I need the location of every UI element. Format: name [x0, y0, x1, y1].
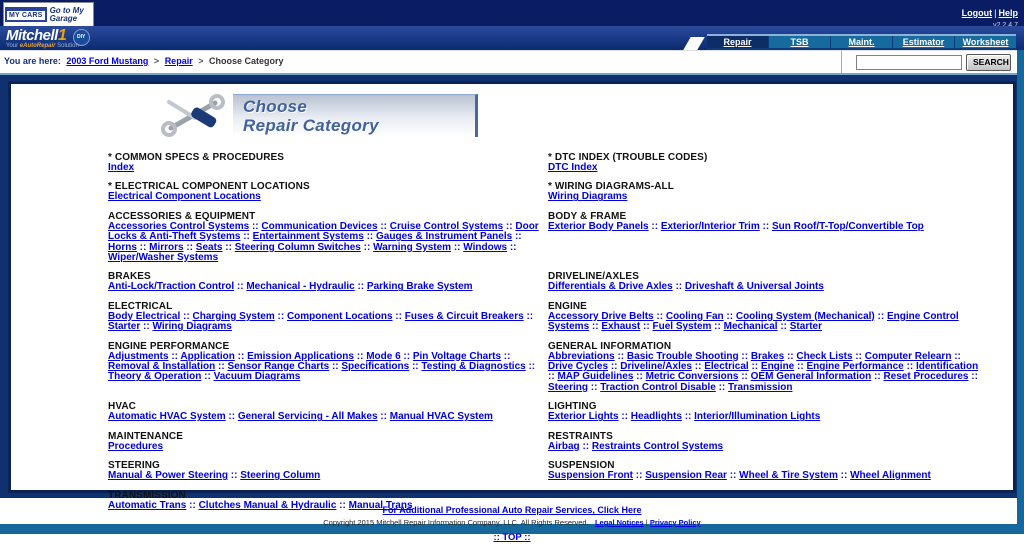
link-separator: ::: [777, 321, 790, 333]
link-separator: ::: [653, 310, 666, 322]
category-link[interactable]: Mechanical: [723, 321, 778, 333]
page-title-banner: [161, 92, 1013, 138]
category-link[interactable]: Driveshaft & Universal Joints: [684, 281, 824, 293]
breadcrumb: [4, 56, 284, 66]
category-link[interactable]: Sun Roof/T-Top/Convertible Top: [771, 220, 924, 232]
link-separator: ::: [579, 440, 592, 452]
category-link[interactable]: Traction Control Disable: [600, 381, 716, 393]
link-separator: ::: [640, 321, 653, 333]
category-link[interactable]: Basic Trouble Shooting: [626, 350, 739, 362]
link-separator: ::: [525, 361, 536, 373]
link-separator: ::: [648, 220, 661, 232]
category-section: [108, 431, 548, 452]
category-link[interactable]: Seats: [195, 241, 223, 253]
link-separator: ::: [507, 241, 517, 253]
category-heading: BODY & FRAME: [548, 210, 627, 222]
category-heading: HVAC: [108, 401, 136, 413]
category-link[interactable]: Differentials & Drive Axles: [548, 281, 673, 293]
category-link[interactable]: Emission Applications: [247, 350, 354, 362]
link-separator: ::: [451, 241, 464, 253]
tab-estimator[interactable]: Estimator: [893, 36, 954, 48]
category-section: [108, 301, 548, 333]
page-title-line2: Repair Category: [243, 115, 379, 135]
category-link[interactable]: Charging System: [192, 310, 275, 322]
category-link[interactable]: Interior/Illumination Lights: [694, 411, 821, 423]
category-heading: GENERAL INFORMATION: [548, 340, 672, 352]
category-link[interactable]: Mechanical - Hydraulic: [246, 281, 355, 293]
category-link[interactable]: Automatic Trans: [108, 499, 187, 511]
category-link[interactable]: Transmission: [728, 381, 793, 393]
brand-name: Mitchell: [6, 27, 58, 44]
category-link[interactable]: Cooling System (Mechanical): [735, 310, 875, 322]
category-link[interactable]: Pin Voltage Charts: [412, 350, 502, 362]
category-link[interactable]: Headlights: [630, 411, 682, 423]
category-heading: MAINTENANCE: [108, 430, 183, 442]
link-separator: ::: [871, 371, 884, 383]
category-heading: BRAKES: [108, 271, 151, 283]
category-section: [548, 271, 995, 292]
link-separator: ::: [589, 321, 602, 333]
category-section: [548, 211, 995, 264]
category-link[interactable]: Steering Column Switches: [234, 241, 361, 253]
category-link[interactable]: General Servicing - All Makes: [237, 411, 378, 423]
category-grid: [108, 152, 995, 511]
link-separator: ::: [614, 350, 627, 362]
category-heading: ENGINE: [548, 300, 587, 312]
link-separator: ::: [377, 220, 390, 232]
category-section: [548, 431, 995, 452]
category-section: [548, 301, 995, 333]
back-to-top-link[interactable]: :: TOP ::: [493, 532, 531, 543]
category-link[interactable]: Theory & Operation: [108, 371, 202, 383]
link-separator: ::: [136, 241, 150, 253]
category-heading: TRANSMISSION: [108, 489, 186, 501]
link-separator: ::: [588, 381, 601, 393]
category-section: [108, 460, 548, 481]
crossed-tools-icon: [161, 94, 225, 136]
link-separator: ::: [240, 231, 253, 243]
logout-link[interactable]: Logout: [961, 8, 993, 18]
category-section: [108, 181, 548, 202]
link-separator: ::: [336, 499, 349, 511]
category-heading: * ELECTRICAL COMPONENT LOCATIONS: [108, 181, 310, 193]
category-section: [548, 341, 995, 394]
link-divider: |: [994, 8, 997, 18]
link-separator: ::: [672, 281, 685, 293]
category-heading: ACCESSORIES & EQUIPMENT: [108, 210, 256, 222]
search-panel: [841, 51, 1014, 73]
tab-slash-decoration: [683, 37, 705, 50]
category-link[interactable]: OEM General Information: [750, 371, 872, 383]
category-section: [548, 181, 995, 202]
category-heading: DRIVELINE/AXLES: [548, 271, 639, 283]
category-link[interactable]: Removal & Installation: [108, 361, 216, 373]
link-separator: ::: [228, 470, 241, 482]
category-heading: RESTRAINTS: [548, 430, 613, 442]
breadcrumb-vehicle-link[interactable]: 2003 Ford Mustang: [66, 56, 149, 66]
category-link[interactable]: Electrical: [704, 361, 749, 373]
link-separator: ::: [523, 310, 534, 322]
category-section: [108, 211, 548, 264]
category-link[interactable]: Manual HVAC System: [389, 411, 493, 423]
category-section: [108, 271, 548, 292]
category-section: [548, 152, 995, 173]
category-link[interactable]: Clutches Manual & Hydraulic: [198, 499, 337, 511]
category-heading: LIGHTING: [548, 401, 597, 413]
link-separator: ::: [353, 350, 367, 362]
category-heading: * WIRING DIAGRAMS-ALL: [548, 181, 674, 193]
category-link[interactable]: Cooling Fan: [665, 310, 724, 322]
category-link[interactable]: Mode 6: [366, 350, 401, 362]
category-link[interactable]: Accessory Drive Belts: [548, 310, 654, 322]
link-separator: ::: [234, 350, 248, 362]
category-heading: ENGINE PERFORMANCE: [108, 340, 230, 352]
category-link[interactable]: Wheel & Tire System: [739, 470, 838, 482]
link-separator: ::: [225, 411, 238, 423]
category-heading: SUSPENSION: [548, 460, 615, 472]
category-heading: ELECTRICAL: [108, 300, 173, 312]
search-button[interactable]: SEARCH: [966, 54, 1011, 71]
category-link[interactable]: Body Electrical: [108, 310, 181, 322]
category-link[interactable]: Starter: [789, 321, 823, 333]
breadcrumb-repair-link[interactable]: Repair: [164, 56, 193, 66]
category-link[interactable]: Fuel System: [652, 321, 712, 333]
breadcrumb-row: [0, 50, 1024, 73]
help-link[interactable]: Help: [998, 8, 1018, 18]
category-link[interactable]: Horns: [108, 241, 137, 253]
category-link[interactable]: Accessories Control Systems: [108, 220, 250, 232]
tab-tsb[interactable]: TSB: [769, 36, 830, 48]
category-heading: STEERING: [108, 460, 160, 472]
link-separator: ::: [234, 281, 247, 293]
category-link[interactable]: Engine Control Systems: [548, 310, 959, 333]
link-separator: ::: [363, 231, 377, 243]
category-link[interactable]: Parking Brake System: [366, 281, 473, 293]
link-separator: ::: [215, 361, 228, 373]
category-link[interactable]: Application: [180, 350, 235, 362]
category-link[interactable]: Engine Performance: [806, 361, 904, 373]
category-link[interactable]: Door Locks & Anti-Theft Systems: [108, 220, 539, 243]
tab-maint[interactable]: Maint.: [831, 36, 892, 48]
brand-tagline: Your eAutoRepair Solution: [6, 43, 79, 49]
legal-notices-link[interactable]: Legal Notices: [594, 518, 644, 527]
link-separator: ::: [140, 321, 153, 333]
link-separator: ::: [738, 350, 751, 362]
category-link[interactable]: Fuses & Circuit Breakers: [404, 310, 524, 322]
category-link[interactable]: DTC Index: [548, 162, 598, 173]
category-link[interactable]: Driveline/Axles: [620, 361, 692, 373]
link-separator: ::: [168, 350, 181, 362]
category-link[interactable]: Starter: [108, 321, 141, 333]
link-separator: ::: [186, 499, 199, 511]
go-to-my-garage-button[interactable]: [3, 2, 94, 27]
category-link[interactable]: Exterior Lights: [548, 411, 619, 423]
link-separator: ::: [711, 321, 724, 333]
my-cars-plate-icon: MY CARS: [5, 7, 47, 22]
link-separator: ::: [715, 381, 729, 393]
category-link[interactable]: Mirrors: [149, 241, 184, 253]
category-link[interactable]: Testing & Diagnostics: [421, 361, 526, 373]
category-heading: * DTC INDEX (TROUBLE CODES): [548, 152, 708, 163]
link-separator: ::: [852, 350, 865, 362]
category-link[interactable]: Wiring Diagrams: [152, 321, 232, 333]
link-separator: ::: [874, 310, 887, 322]
mitchell1-logo: [6, 27, 90, 49]
tab-worksheet[interactable]: Worksheet: [955, 36, 1016, 48]
link-separator: ::: [903, 361, 916, 373]
tab-repair[interactable]: Repair: [707, 36, 768, 48]
link-separator: ::: [183, 241, 196, 253]
link-separator: ::: [249, 220, 262, 232]
link-separator: ::: [512, 231, 522, 243]
link-separator: ::: [354, 281, 367, 293]
category-link[interactable]: Abbreviations: [548, 350, 615, 362]
category-link[interactable]: Exterior/Interior Trim: [660, 220, 760, 232]
logo-bar: [0, 26, 1024, 50]
category-section: [108, 341, 548, 394]
category-link[interactable]: Manual & Power Steering: [108, 470, 229, 482]
link-separator: ::: [681, 411, 695, 423]
footer-promo-link[interactable]: For Additional Professional Auto Repair Services, Click Here: [382, 505, 642, 515]
category-link[interactable]: Cruise Control Systems: [389, 220, 504, 232]
category-link[interactable]: Exterior Body Panels: [548, 220, 649, 232]
category-link[interactable]: Component Locations: [286, 310, 393, 322]
link-separator: ::: [201, 371, 214, 383]
link-separator: ::: [503, 220, 516, 232]
link-separator: ::: [968, 371, 978, 383]
copyright-text: Copyright 2015 Mitchell Repair Information Company, LLC. All Rights Reserved.: [323, 518, 589, 527]
category-link[interactable]: Electrical Component Locations: [108, 191, 261, 203]
right-edge-strip: [1017, 50, 1024, 533]
brand-one: 1: [57, 27, 67, 44]
category-link[interactable]: Computer Relearn: [864, 350, 952, 362]
link-separator: ::: [723, 310, 736, 322]
category-link[interactable]: Exhaust: [601, 321, 641, 333]
privacy-policy-link[interactable]: Privacy Policy: [649, 518, 701, 527]
category-section: [548, 401, 995, 422]
category-link[interactable]: Windows: [463, 241, 508, 253]
category-link[interactable]: Automatic HVAC System: [108, 411, 226, 423]
category-link[interactable]: Wiper/Washer Systems: [108, 252, 219, 264]
link-separator: ::: [759, 220, 772, 232]
link-separator: ::: [794, 361, 807, 373]
link-separator: ::: [180, 310, 193, 322]
category-link[interactable]: Entertainment Systems: [252, 231, 364, 243]
category-link[interactable]: Drive Cycles: [548, 361, 609, 373]
breadcrumb-separator: >: [198, 56, 204, 66]
category-link[interactable]: Warning System: [373, 241, 452, 253]
link-separator: ::: [548, 371, 558, 383]
breadcrumb-prefix: You are here:: [4, 56, 61, 66]
link-separator: ::: [329, 361, 342, 373]
link-separator: ::: [409, 361, 422, 373]
link-separator: ::: [360, 241, 374, 253]
category-link[interactable]: MAP Guidelines: [557, 371, 634, 383]
category-section: [108, 401, 548, 422]
category-link[interactable]: Anti-Lock/Traction Control: [108, 281, 235, 293]
category-link[interactable]: Wheel Alignment: [850, 470, 931, 482]
category-link[interactable]: Identification: [915, 361, 979, 373]
category-link[interactable]: Communication Devices: [261, 220, 378, 232]
category-link[interactable]: Index: [108, 162, 135, 173]
diy-badge-icon: DIY: [73, 29, 90, 46]
link-separator: ::: [633, 470, 646, 482]
link-separator: ::: [400, 350, 413, 362]
link-separator: ::: [633, 371, 646, 383]
garage-button-label: Go to My Garage: [49, 5, 84, 23]
search-input[interactable]: [856, 55, 962, 70]
link-separator: ::: [691, 361, 705, 373]
category-link[interactable]: Gauges & Instrument Panels: [376, 231, 513, 243]
category-link[interactable]: Check Lists: [796, 350, 853, 362]
main-nav-tabs: [707, 34, 1016, 50]
category-link[interactable]: Steering Column: [240, 470, 321, 482]
link-separator: ::: [274, 310, 287, 322]
link-separator: ::: [748, 361, 761, 373]
category-link[interactable]: Wiring Diagrams: [548, 191, 628, 203]
link-separator: ::: [837, 470, 851, 482]
category-link[interactable]: Metric Conversions: [645, 371, 739, 383]
link-separator: ::: [784, 350, 797, 362]
link-separator: ::: [951, 350, 961, 362]
link-separator: ::: [618, 411, 631, 423]
category-link[interactable]: Vacuum Diagrams: [213, 371, 301, 383]
category-link[interactable]: Sensor Range Charts: [227, 361, 330, 373]
breadcrumb-separator: >: [153, 56, 160, 66]
category-link[interactable]: Engine: [760, 361, 795, 373]
category-link[interactable]: Adjustments: [108, 350, 169, 362]
category-link[interactable]: Suspension Rear: [645, 470, 727, 482]
link-separator: ::: [608, 361, 621, 373]
category-link[interactable]: Restraints Control Systems: [591, 440, 724, 452]
category-link[interactable]: Specifications: [341, 361, 410, 373]
category-section: [108, 152, 548, 173]
link-separator: ::: [377, 411, 390, 423]
top-bar: [0, 0, 1024, 26]
link-separator: ::: [222, 241, 235, 253]
link-separator: ::: [501, 350, 511, 362]
footer-divider: |: [645, 518, 648, 527]
link-separator: ::: [392, 310, 405, 322]
category-link[interactable]: Brakes: [750, 350, 785, 362]
category-link[interactable]: Steering: [548, 381, 589, 393]
page-title-line1: Choose: [243, 96, 308, 116]
breadcrumb-current: Choose Category: [209, 56, 284, 66]
category-section: [548, 460, 995, 481]
category-link[interactable]: Suspension Front: [548, 470, 633, 482]
link-separator: ::: [738, 371, 751, 383]
category-link[interactable]: Manual Trans: [348, 499, 413, 511]
category-heading: * COMMON SPECS & PROCEDURES: [108, 152, 285, 163]
category-link[interactable]: Procedures: [108, 440, 164, 452]
category-link[interactable]: Reset Procedures: [883, 371, 969, 383]
category-link[interactable]: Airbag: [548, 440, 580, 452]
link-separator: ::: [726, 470, 740, 482]
